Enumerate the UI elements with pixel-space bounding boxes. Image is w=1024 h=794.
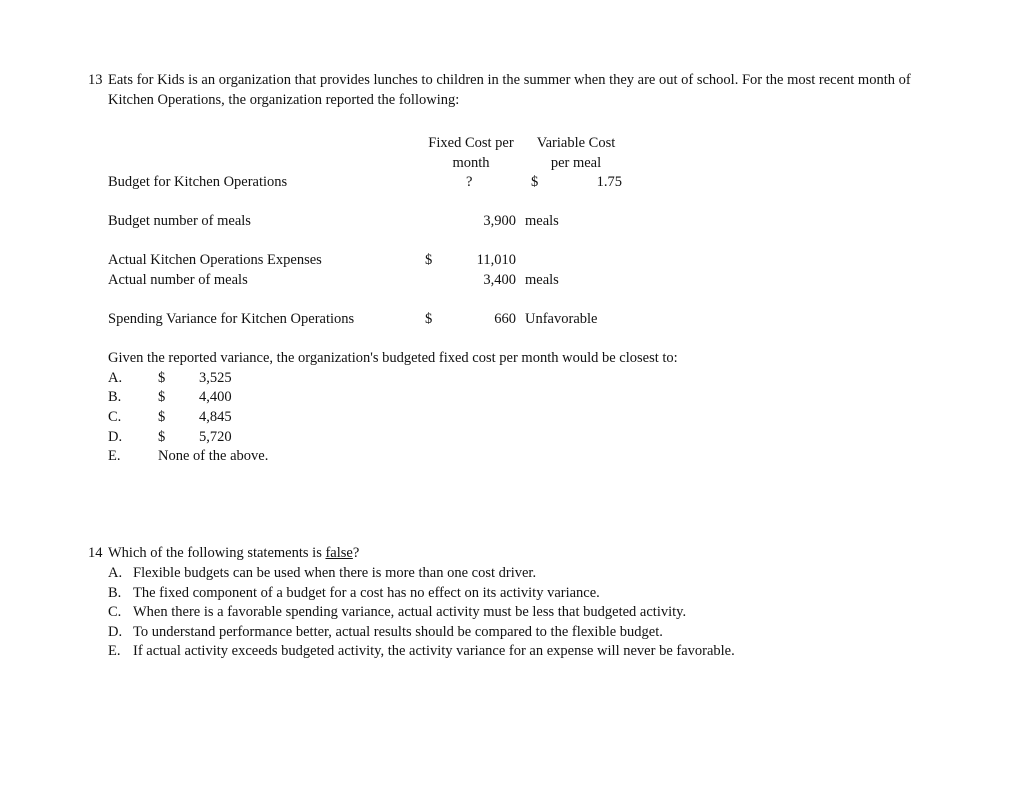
option-value: 4,400 xyxy=(199,389,232,405)
question-14-number: 14 xyxy=(88,545,103,561)
option-letter: E. xyxy=(108,448,121,464)
question-14-prompt-prefix: Which of the following statements is xyxy=(108,545,322,561)
budget-variable-currency: $ xyxy=(531,174,539,190)
variance-value: 660 xyxy=(494,311,516,327)
question-13-intro-line2: Kitchen Operations, the organization reported the following: xyxy=(108,92,460,108)
option-text: Flexible budgets can be used when there is more than one cost driver. xyxy=(133,565,537,581)
question-14-prompt-underlined: false xyxy=(325,545,353,561)
variance-currency: $ xyxy=(425,311,433,327)
variance-label: Spending Variance for Kitchen Operations xyxy=(108,311,355,327)
option-currency: $ xyxy=(158,370,166,386)
question-13-prompt: Given the reported variance, the organization's budgeted fixed cost per month would be closest to: xyxy=(108,350,678,366)
option-letter: C. xyxy=(108,604,122,620)
column-header-fixed-line2: month xyxy=(452,155,490,171)
actual-expenses-label: Actual Kitchen Operations Expenses xyxy=(108,252,322,268)
option-letter: E. xyxy=(108,643,121,659)
budget-meals-label: Budget number of meals xyxy=(108,213,251,229)
budget-fixed-value: ? xyxy=(466,174,473,190)
question-13-intro-line1: Eats for Kids is an organization that provides lunches to children in the summer when they are out of school. For the most recent month of xyxy=(108,72,911,88)
variance-type: Unfavorable xyxy=(525,311,598,327)
option-letter: C. xyxy=(108,409,122,425)
option-value: None of the above. xyxy=(158,448,269,464)
column-header-variable-line1: Variable Cost xyxy=(536,135,616,151)
option-letter: B. xyxy=(108,585,122,601)
question-14-prompt xyxy=(108,544,359,563)
option-currency: $ xyxy=(158,429,166,445)
option-text: If actual activity exceeds budgeted activity, the activity variance for an expense will never be favorable. xyxy=(133,643,735,659)
option-text: The fixed component of a budget for a cost has no effect on its activity variance. xyxy=(133,585,600,601)
budget-variable-value: 1.75 xyxy=(596,174,622,190)
option-currency: $ xyxy=(158,409,166,425)
option-letter: B. xyxy=(108,389,122,405)
actual-expenses-value: 11,010 xyxy=(476,252,516,268)
option-value: 4,845 xyxy=(199,409,232,425)
column-header-fixed-line1: Fixed Cost per xyxy=(428,135,514,151)
column-header-variable-line2: per meal xyxy=(550,155,602,171)
option-letter: D. xyxy=(108,624,123,640)
question-14-prompt-suffix: ? xyxy=(352,545,360,561)
option-letter: A. xyxy=(108,370,123,386)
option-text: To understand performance better, actual results should be compared to the flexible budget. xyxy=(133,624,663,640)
budget-meals-value: 3,900 xyxy=(483,213,516,229)
option-currency: $ xyxy=(158,389,166,405)
actual-meals-label: Actual number of meals xyxy=(108,272,248,288)
option-letter: A. xyxy=(108,565,123,581)
budget-label: Budget for Kitchen Operations xyxy=(108,174,288,190)
option-letter: D. xyxy=(108,429,123,445)
actual-meals-value: 3,400 xyxy=(483,272,516,288)
option-value: 5,720 xyxy=(199,429,232,445)
actual-expenses-currency: $ xyxy=(425,252,433,268)
actual-meals-unit: meals xyxy=(525,272,559,288)
question-13-number: 13 xyxy=(88,72,103,88)
option-value: 3,525 xyxy=(199,370,232,386)
option-text: When there is a favorable spending variance, actual activity must be less that budgeted activity. xyxy=(133,604,687,620)
budget-meals-unit: meals xyxy=(525,213,559,229)
